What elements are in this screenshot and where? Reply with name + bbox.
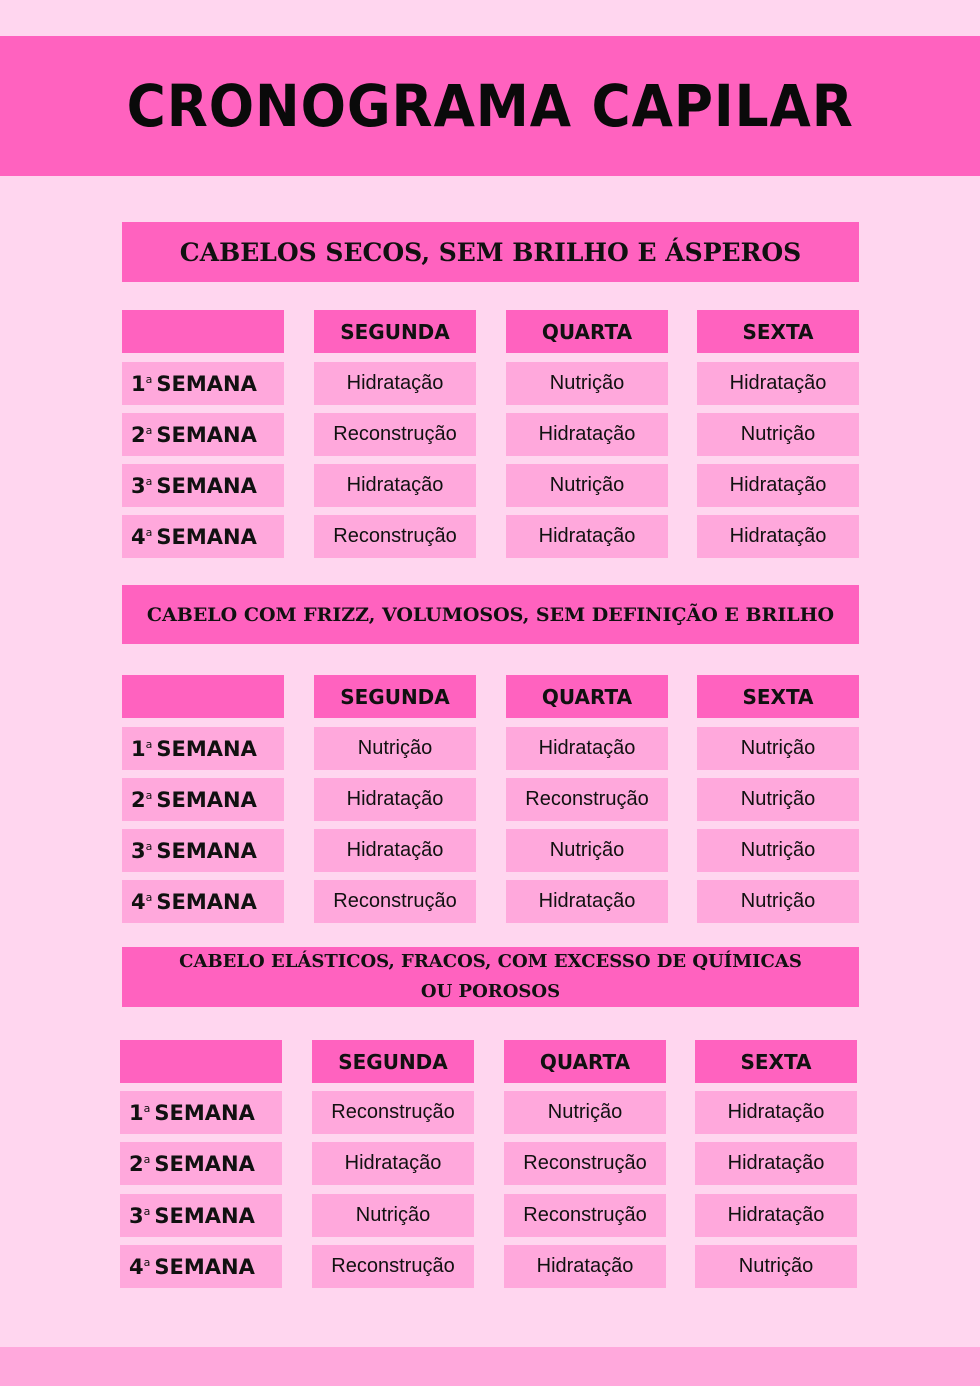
schedule-cell: Hidratação xyxy=(697,515,859,558)
schedule-cell: Reconstrução xyxy=(506,778,668,821)
week-label: 1 $^a$ SEMANA xyxy=(122,362,284,405)
schedule-cell: Nutrição xyxy=(697,413,859,456)
week-label: 2 $^a$ SEMANA xyxy=(122,413,284,456)
section-heading-1 xyxy=(122,222,859,282)
schedule-cell: Nutrição xyxy=(506,829,668,872)
schedule-cell: Hidratação xyxy=(697,464,859,507)
day-header-sexta: SEXTA xyxy=(697,675,859,718)
schedule-cell: Nutrição xyxy=(697,829,859,872)
section-heading-3 xyxy=(122,947,859,1007)
schedule-cell: Nutrição xyxy=(312,1194,474,1237)
page-title: CRONOGRAMA CAPILAR xyxy=(126,72,854,140)
schedule-cell: Hidratação xyxy=(314,464,476,507)
day-header-sexta: SEXTA xyxy=(697,310,859,353)
footer-band xyxy=(0,1347,980,1386)
week-label: 2 $^a$ SEMANA xyxy=(120,1142,282,1185)
corner-header-cell xyxy=(120,1040,282,1083)
corner-header-cell xyxy=(122,310,284,353)
day-header-quarta: QUARTA xyxy=(504,1040,666,1083)
schedule-cell: Nutrição xyxy=(697,727,859,770)
week-label: 2 $^a$ SEMANA xyxy=(122,778,284,821)
schedule-cell: Nutrição xyxy=(506,464,668,507)
day-header-segunda: SEGUNDA xyxy=(314,310,476,353)
week-label: 3 $^a$ SEMANA xyxy=(122,829,284,872)
week-label: 1 $^a$ SEMANA xyxy=(122,727,284,770)
day-header-segunda: SEGUNDA xyxy=(312,1040,474,1083)
schedule-cell: Hidratação xyxy=(697,362,859,405)
schedule-cell: Reconstrução xyxy=(504,1142,666,1185)
schedule-cell: Reconstrução xyxy=(312,1091,474,1134)
schedule-cell: Hidratação xyxy=(314,778,476,821)
schedule-cell: Nutrição xyxy=(697,778,859,821)
section-heading-line: CABELOS SECOS, SEM BRILHO E ÁSPEROS xyxy=(179,237,802,267)
schedule-cell: Hidratação xyxy=(506,515,668,558)
section-heading-line: OU POROSOS xyxy=(420,981,561,1002)
schedule-cell: Hidratação xyxy=(506,880,668,923)
day-header-quarta: QUARTA xyxy=(506,675,668,718)
schedule-cell: Hidratação xyxy=(695,1142,857,1185)
schedule-cell: Nutrição xyxy=(506,362,668,405)
week-label: 3 $^a$ SEMANA xyxy=(120,1194,282,1237)
schedule-cell: Reconstrução xyxy=(314,413,476,456)
title-banner xyxy=(0,36,980,176)
schedule-cell: Hidratação xyxy=(504,1245,666,1288)
schedule-cell: Hidratação xyxy=(314,362,476,405)
schedule-cell: Reconstrução xyxy=(314,515,476,558)
day-header-sexta: SEXTA xyxy=(695,1040,857,1083)
schedule-cell: Reconstrução xyxy=(312,1245,474,1288)
schedule-cell: Nutrição xyxy=(695,1245,857,1288)
section-heading-2 xyxy=(122,585,859,644)
week-label: 4 $^a$ SEMANA xyxy=(122,880,284,923)
section-heading-line: CABELO ELÁSTICOS, FRACOS, COM EXCESSO DE QUÍMICAS xyxy=(179,951,802,972)
schedule-cell: Hidratação xyxy=(506,413,668,456)
week-label: 4 $^a$ SEMANA xyxy=(120,1245,282,1288)
schedule-cell: Hidratação xyxy=(312,1142,474,1185)
week-label: 1 $^a$ SEMANA xyxy=(120,1091,282,1134)
day-header-segunda: SEGUNDA xyxy=(314,675,476,718)
week-label: 3 $^a$ SEMANA xyxy=(122,464,284,507)
corner-header-cell xyxy=(122,675,284,718)
section-heading-line: CABELO COM FRIZZ, VOLUMOSOS, SEM DEFINIÇÃO E BRILHO xyxy=(146,603,835,626)
schedule-cell: Hidratação xyxy=(314,829,476,872)
schedule-cell: Nutrição xyxy=(697,880,859,923)
schedule-cell: Hidratação xyxy=(695,1091,857,1134)
day-header-quarta: QUARTA xyxy=(506,310,668,353)
schedule-cell: Reconstrução xyxy=(314,880,476,923)
schedule-cell: Hidratação xyxy=(695,1194,857,1237)
week-label: 4 $^a$ SEMANA xyxy=(122,515,284,558)
schedule-cell: Nutrição xyxy=(504,1091,666,1134)
schedule-cell: Nutrição xyxy=(314,727,476,770)
schedule-cell: Hidratação xyxy=(506,727,668,770)
schedule-cell: Reconstrução xyxy=(504,1194,666,1237)
